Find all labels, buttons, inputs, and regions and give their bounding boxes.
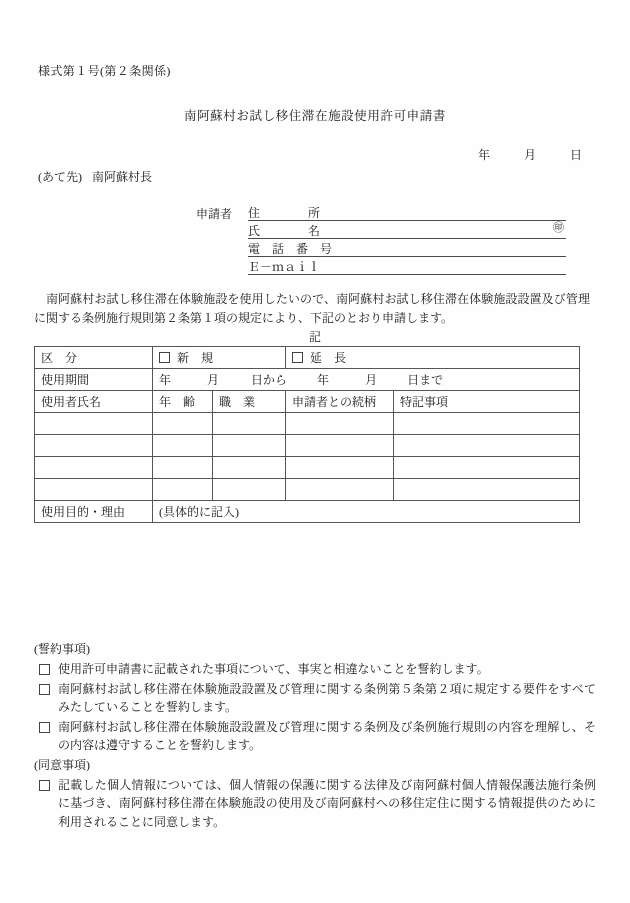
user-relation-cell[interactable] (286, 435, 394, 457)
applicant-label: 申請者 (196, 207, 233, 221)
addressee (38, 168, 152, 185)
checkbox-extend-icon[interactable] (292, 352, 303, 363)
period-value-cell[interactable] (153, 369, 580, 391)
user-occupation-cell[interactable] (213, 413, 286, 435)
checkbox-icon[interactable] (39, 684, 50, 695)
period-month-from: 月 (207, 373, 220, 387)
header-user-name: 使用者氏名 (35, 391, 153, 413)
ki-mark: 記 (308, 330, 321, 344)
applicant-phone-row[interactable] (248, 239, 566, 257)
period-year-to: 年 (317, 373, 330, 387)
table-row-user-header (35, 391, 580, 413)
user-name-cell[interactable] (35, 479, 153, 501)
applicant-name-row[interactable] (248, 221, 566, 239)
checkbox-icon[interactable] (39, 664, 50, 675)
seal-icon: ㊞ (553, 222, 564, 234)
user-relation-cell[interactable] (286, 457, 394, 479)
period-year-from: 年 (159, 373, 172, 387)
application-table (34, 346, 580, 523)
user-name-cell[interactable] (35, 435, 153, 457)
table-row-category (35, 347, 580, 369)
table-row (35, 479, 580, 501)
pledge-item-text: 南阿蘇村お試し移住滞在体験施設設置及び管理に関する条例第５条第２項に規定する要件をすべてみたしていることを誓約します。 (58, 681, 596, 714)
applicant-email-label: Ｅ－ｍａｉｌ (248, 260, 321, 274)
body-paragraph: 南阿蘇村お試し移住滞在体験施設を使用したいので、南阿蘇村お試し移住滞在体験施設設置及び管理に関する条例施行規則第２条第１項の規定により、下記のとおり申請します。 (34, 292, 590, 325)
checkbox-icon[interactable] (39, 780, 50, 791)
applicant-email-row[interactable] (248, 257, 566, 275)
user-occupation-cell[interactable] (213, 457, 286, 479)
applicant-phone-label: 電 話 番 号 (248, 242, 333, 256)
user-notes-cell[interactable] (394, 435, 580, 457)
table-row (35, 413, 580, 435)
user-occupation-cell[interactable] (213, 435, 286, 457)
applicant-address-label: 住 所 (248, 206, 321, 220)
period-day-to: 日まで (407, 373, 444, 387)
date-year-label: 年 (477, 148, 490, 162)
user-relation-cell[interactable] (286, 413, 394, 435)
user-relation-cell[interactable] (286, 479, 394, 501)
clauses-section (34, 640, 596, 832)
addressee-name: 南阿蘇村長 (92, 170, 153, 184)
header-occupation: 職 業 (213, 391, 286, 413)
date-month-label: 月 (523, 148, 536, 162)
purpose-value-cell[interactable] (153, 501, 580, 523)
applicant-fields (248, 203, 566, 275)
checkbox-new-icon[interactable] (159, 352, 170, 363)
pledge-heading: (誓約事項) (34, 642, 90, 656)
header-notes: 特記事項 (394, 391, 580, 413)
purpose-hint: (具体的に記入) (159, 505, 239, 519)
user-notes-cell[interactable] (394, 457, 580, 479)
table-row (35, 435, 580, 457)
category-extend-label: 延 長 (310, 351, 347, 365)
checkbox-icon[interactable] (39, 722, 50, 733)
user-name-cell[interactable] (35, 457, 153, 479)
category-new-cell[interactable] (153, 347, 286, 369)
pledge-item[interactable] (34, 680, 596, 717)
pledge-item[interactable] (34, 660, 596, 679)
pledge-item[interactable] (34, 718, 596, 755)
user-notes-cell[interactable] (394, 479, 580, 501)
header-age: 年 齢 (153, 391, 213, 413)
user-occupation-cell[interactable] (213, 479, 286, 501)
period-label-cell: 使用期間 (35, 369, 153, 391)
purpose-label-cell: 使用目的・理由 (35, 501, 153, 523)
period-month-to: 月 (365, 373, 378, 387)
page-title: 南阿蘇村お試し移住滞在施設使用許可申請書 (183, 109, 446, 123)
period-day-from: 日から (251, 373, 288, 387)
user-age-cell[interactable] (153, 457, 213, 479)
user-notes-cell[interactable] (394, 413, 580, 435)
table-row-period (35, 369, 580, 391)
category-label-cell: 区 分 (35, 347, 153, 369)
date-day-label: 日 (569, 148, 582, 162)
user-name-cell[interactable] (35, 413, 153, 435)
header-relation: 申請者との続柄 (286, 391, 394, 413)
form-number: 様式第１号(第２条関係) (38, 64, 171, 78)
table-row (35, 457, 580, 479)
user-age-cell[interactable] (153, 479, 213, 501)
category-new-label: 新 規 (177, 351, 214, 365)
addressee-prefix: (あて先) (38, 170, 82, 184)
applicant-name-label: 氏 名 (248, 224, 321, 238)
pledge-item-text: 南阿蘇村お試し移住滞在体験施設設置及び管理に関する条例及び条例施行規則の内容を理解し、その内容は遵守することを誓約します。 (58, 719, 596, 752)
consent-heading: (同意事項) (34, 757, 90, 772)
pledge-item-text: 使用許可申請書に記載された事項について、事実と相違ないことを誓約します。 (58, 662, 489, 676)
table-row-purpose (35, 501, 580, 523)
applicant-address-row[interactable] (248, 203, 566, 221)
user-age-cell[interactable] (153, 413, 213, 435)
date-line (478, 146, 582, 163)
user-age-cell[interactable] (153, 435, 213, 457)
consent-item[interactable] (34, 776, 596, 832)
category-extend-cell[interactable] (286, 347, 580, 369)
consent-item-text: 記載した個人情報については、個人情報の保護に関する法律及び南阿蘇村個人情報保護法施行条例に基づき、南阿蘇村移住滞在体験施設の使用及び南阿蘇村への移住定住に関する情報提供のために利用されることに同意します。 (58, 777, 596, 829)
